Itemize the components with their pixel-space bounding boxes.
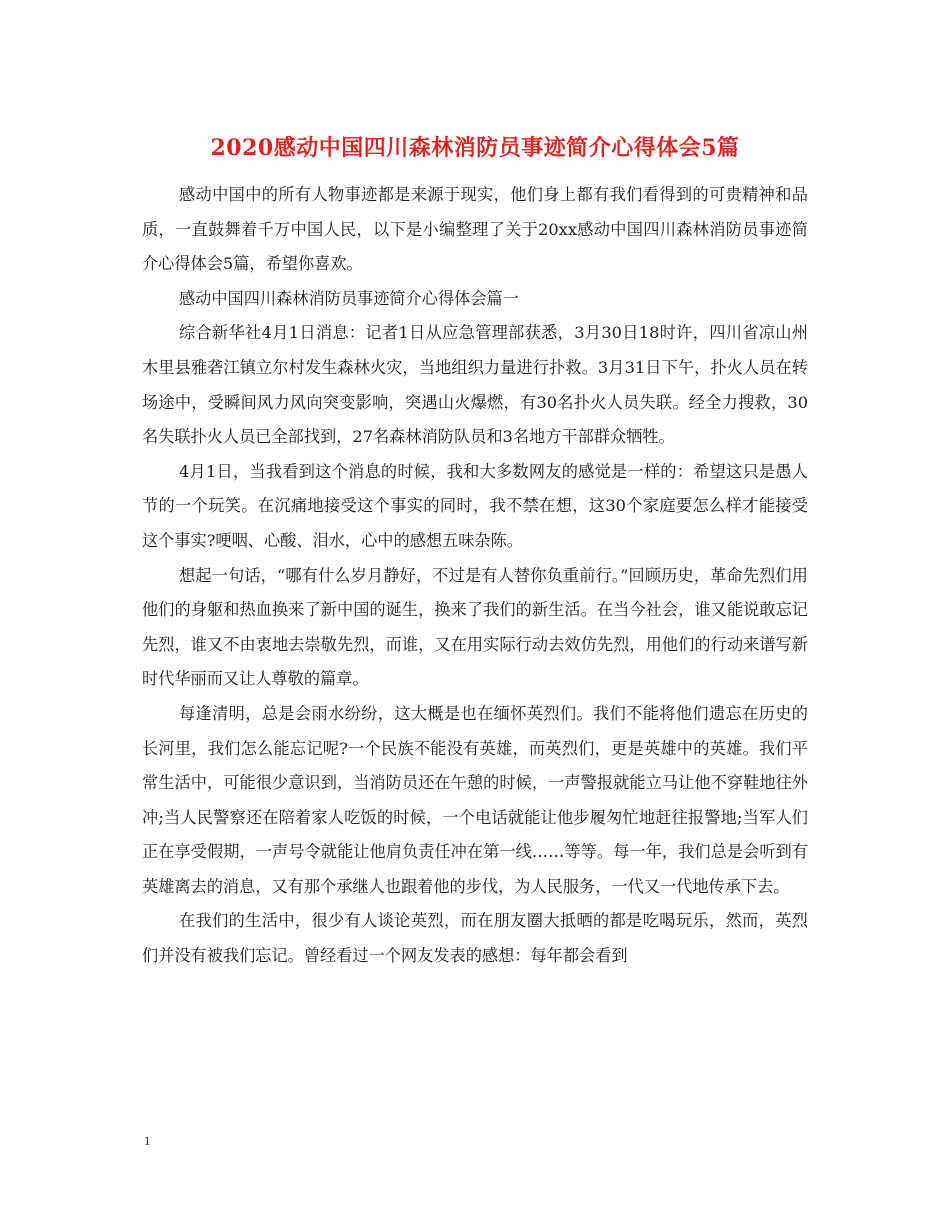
paragraph: 综合新华社4月1日消息：记者1日从应急管理部获悉，3月30日18时许，四川省凉山州木里县雅砻江镇立尔村发生森林火灾，当地组织力量进行扑救。3月31日下午，扑火人员在转场途中，受瞬间风力风向突变影响，突遇山火爆燃，有30名扑火人员失联。经全力搜救，30名失联扑火人员已全部找到，27名森林消防队员和3名地方干部群众牺牲。 xyxy=(142,323,808,447)
section-heading: 感动中国四川森林消防员事迹简介心得体会篇一 xyxy=(179,288,519,308)
paragraph: 在我们的生活中，很少有人谈论英烈，而在朋友圈大抵晒的都是吃喝玩乐，然而，英烈们并没有被我们忘记。曾经看过一个网友发表的感想：每年都会看到 xyxy=(142,911,808,966)
document-body xyxy=(142,178,808,974)
paragraph-intro: 感动中国中的所有人物事迹都是来源于现实，他们身上都有我们看得到的可贵精神和品质，一直鼓舞着千万中国人民，以下是小编整理了关于20xx感动中国四川森林消防员事迹简介心得体会5篇，希望你喜欢。 xyxy=(142,185,808,274)
paragraph: 4月1日，当我看到这个消息的时候，我和大多数网友的感觉是一样的：希望这只是愚人节的一个玩笑。在沉痛地接受这个事实的同时，我不禁在想，这30个家庭要怎么样才能接受这个事实?哽咽、心酸、泪水，心中的感想五味杂陈。 xyxy=(142,461,808,550)
document-title: 2020感动中国四川森林消防员事迹简介心得体会5篇 xyxy=(210,135,740,161)
paragraph: 想起一句话，“哪有什么岁月静好，不过是有人替你负重前行。”回顾历史，革命先烈们用他们的身躯和热血换来了新中国的诞生，换来了我们的新生活。在当今社会，谁又能说敢忘记先烈，谁又不由衷地去崇敬先烈，而谁，又在用实际行动去效仿先烈，用他们的行动来谱写新时代华丽而又让人尊敬的篇章。 xyxy=(142,565,808,689)
paragraph: 每逢清明，总是会雨水纷纷，这大概是也在缅怀英烈们。我们不能将他们遗忘在历史的长河里，我们怎么能忘记呢?一个民族不能没有英雄，而英烈们，更是英雄中的英雄。我们平常生活中，可能很少意识到，当消防员还在午憩的时候，一声警报就能立马让他不穿鞋地往外冲;当人民警察还在陪着家人吃饭的时候，一个电话就能让他步履匆忙地赶往报警地;当军人们正在享受假期，一声号令就能让他肩负责任冲在第一线……等等。每一年，我们总是会听到有英雄离去的消息，又有那个承继人也跟着他的步伐，为人民服务，一代又一代地传承下去。 xyxy=(142,703,808,896)
page-number: 1 xyxy=(144,1133,151,1148)
